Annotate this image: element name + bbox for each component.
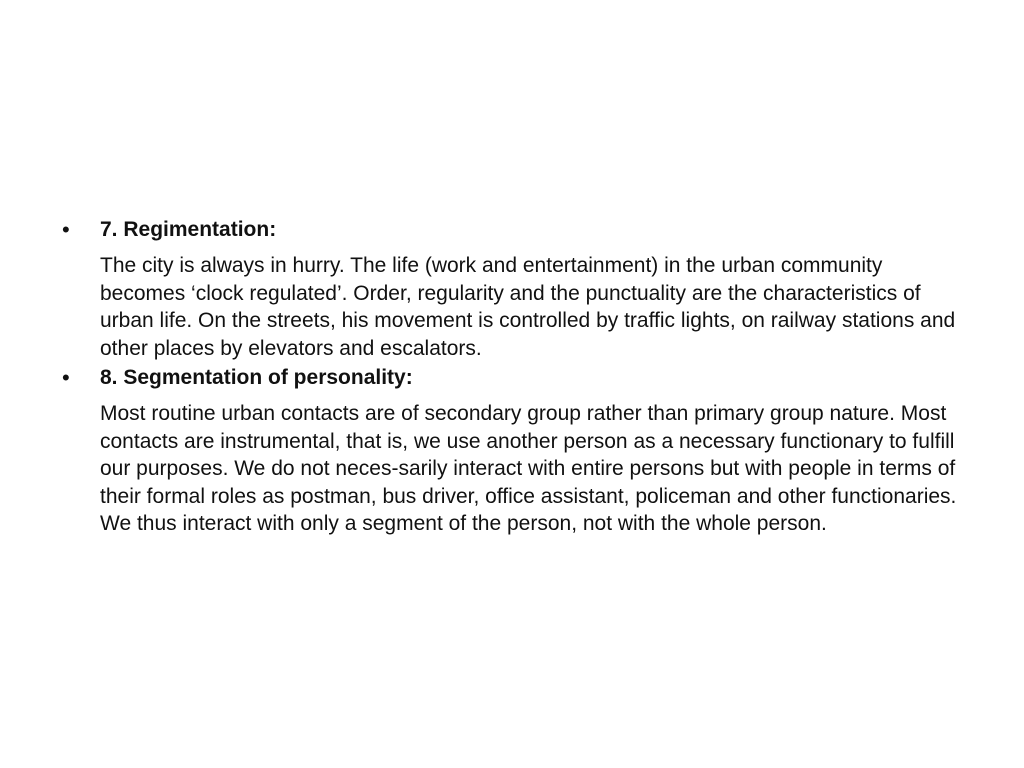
bullet-dot-icon: • [62,365,70,390]
bullet-heading: 8. Segmentation of personality: [100,366,413,389]
bullet-list [62,216,972,538]
bullet-item-regimentation [62,216,972,362]
bullet-body-text: The city is always in hurry. The life (work and entertainment) in the urban community becomes ‘clock regulated’. Order, regularity and the punctuality are the characteristics of urban life. On the streets, his movement is controlled by traffic lights, on railway stations and other places by elevators and escalators. [100,254,956,360]
bullet-body-text: Most routine urban contacts are of secondary group rather than primary group nature. Most contacts are instrumental, that is, we use another person as a necessary functionary to fulfill our purposes. We do not neces-sarily interact with entire persons but with people in terms of their formal roles as postman, bus driver, office assistant, policeman and other functionaries. We thus interact with only a segment of the person, not with the whole person. [100,402,957,535]
bullet-heading: 7. Regimentation: [100,218,277,241]
bullet-item-segmentation [62,364,972,538]
bullet-dot-icon: • [62,217,70,242]
